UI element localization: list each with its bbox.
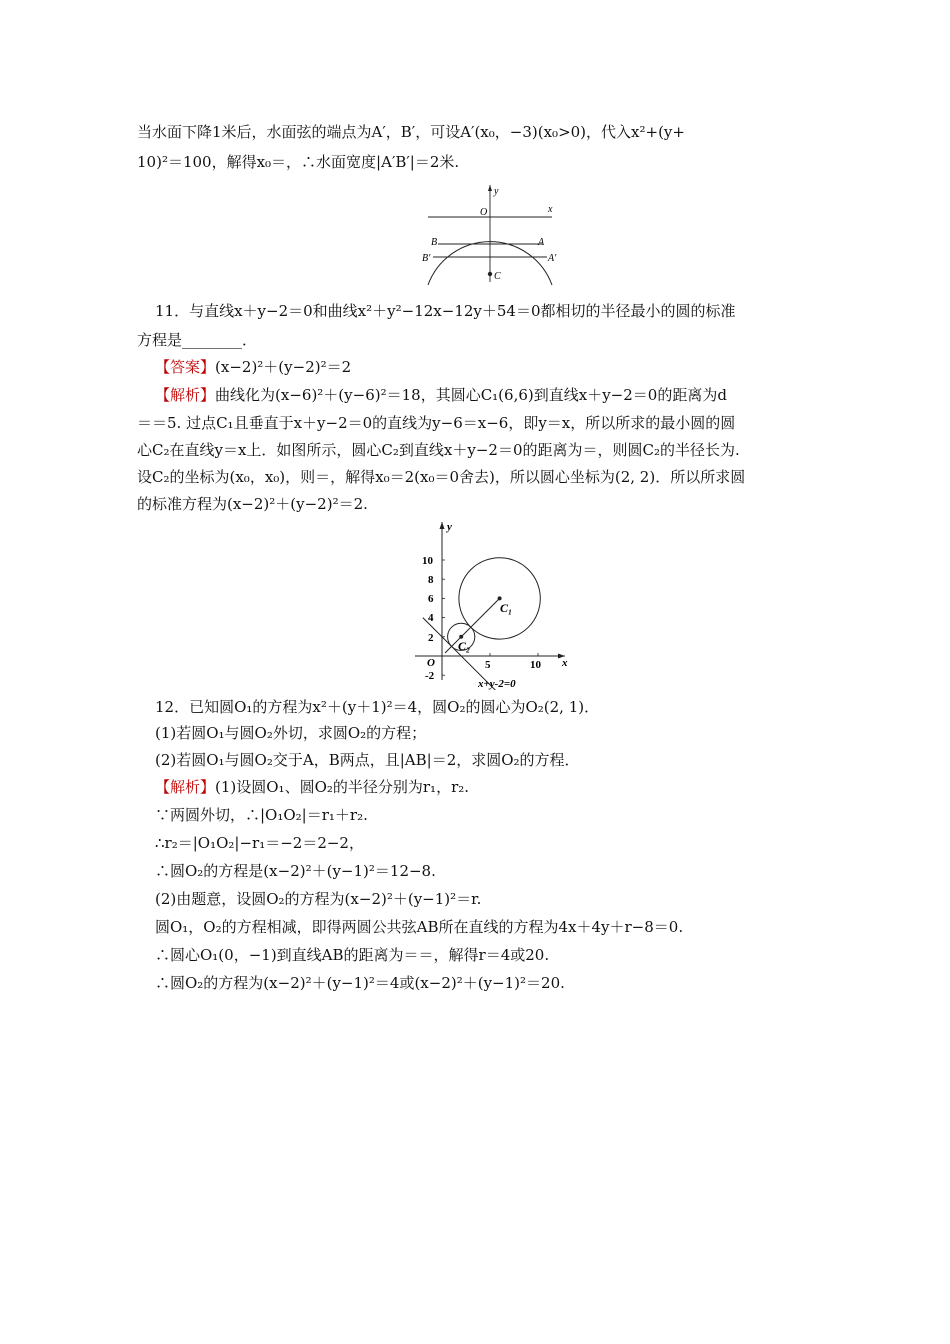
analysis-tag: 【解析】 bbox=[155, 778, 216, 796]
q11-analysis-3: 心C₂在直线y＝x上．如图所示，圆心C₂到直线x＋y−2＝0的距离为＝，则圆C₂的半径长为. bbox=[137, 441, 740, 459]
q12-step-1: (1)设圆O₁、圆O₂的半径分别为r₁，r₂. bbox=[215, 778, 470, 796]
tangent-circles-figure bbox=[405, 520, 575, 690]
q12-step-8: ∴圆O₂的方程为(x−2)²＋(y−1)²＝4或(x−2)²＋(y−1)²＝20. bbox=[155, 974, 565, 992]
answer-tag: 【答案】 bbox=[155, 358, 216, 376]
fig2-label-c2: C₂ bbox=[458, 639, 471, 653]
fig2-label-y: y bbox=[447, 521, 452, 533]
q12-step-4: ∴圆O₂的方程是(x−2)²＋(y−1)²＝12−8. bbox=[155, 862, 436, 880]
fig1-label-b: B bbox=[431, 237, 438, 248]
q12-step-7: ∴圆心O₁(0，−1)到直线AB的距离为＝＝，解得r＝4或20. bbox=[155, 946, 550, 964]
q11-line-2: 方程是________． bbox=[137, 331, 258, 349]
fig2-ytick-8: 8 bbox=[428, 574, 434, 586]
q12-line-2: (1)若圆O₁与圆O₂外切，求圆O₂的方程； bbox=[155, 724, 427, 742]
q11-answer bbox=[155, 357, 351, 377]
fig2-label-c1: C₁ bbox=[500, 601, 513, 615]
fig1-y-arrow bbox=[488, 185, 492, 191]
fig2-xtick-10: 10 bbox=[530, 659, 541, 671]
fig1-label-o: O bbox=[480, 207, 488, 218]
fig2-label-x: x bbox=[562, 657, 568, 669]
fig2-ytick-10: 10 bbox=[422, 555, 433, 567]
q12-step-3: ∴r₂＝|O₁O₂|−r₁＝−2＝2−2， bbox=[155, 834, 364, 852]
fig2-label-line: x+y-2=0 bbox=[478, 678, 516, 690]
fig2-ytick-6: 6 bbox=[428, 593, 434, 605]
fig1-center-point bbox=[488, 272, 492, 276]
fig1-label-a-prime: A′ bbox=[548, 253, 557, 264]
p10-line-2: 10)²＝100，解得x₀＝，∴水面宽度|A′B′|＝2米. bbox=[137, 153, 460, 171]
q12-step-2: ∵两圆外切，∴|O₁O₂|＝r₁＋r₂. bbox=[155, 806, 368, 824]
q11-analysis-4: 设C₂的坐标为(x₀，x₀)，则＝，解得x₀＝2(x₀＝0舍去)，所以圆心坐标为(2, 2)．所以所求圆 bbox=[137, 468, 746, 486]
fig2-ytick-2: 2 bbox=[428, 632, 434, 644]
q11-line-1: 11．与直线x＋y−2＝0和曲线x²＋y²−12x−12y＋54＝0都相切的半径最小的圆的标准 bbox=[155, 302, 736, 320]
answer-text: (x−2)²＋(y−2)²＝2 bbox=[215, 358, 352, 376]
q12-analysis-1 bbox=[155, 777, 469, 797]
fig2-point-c1 bbox=[498, 596, 502, 600]
analysis-tag: 【解析】 bbox=[155, 386, 216, 404]
fig1-label-y: y bbox=[494, 186, 499, 197]
q12-line-1: 12．已知圆O₁的方程为x²＋(y＋1)²＝4，圆O₂的圆心为O₂(2, 1)． bbox=[155, 698, 600, 716]
fig2-ytick-4: 4 bbox=[428, 612, 434, 624]
q12-step-5: (2)由题意，设圆O₂的方程为(x−2)²＋(y−1)²＝r. bbox=[155, 890, 482, 908]
fig1-label-x: x bbox=[548, 204, 553, 215]
q11-analysis-5: 的标准方程为(x−2)²＋(y−2)²＝2. bbox=[137, 495, 368, 513]
fig1-label-c: C bbox=[494, 271, 501, 282]
fig1-label-a: A bbox=[538, 237, 545, 248]
q11-analysis-2: ＝＝5. 过点C₁且垂直于x＋y−2＝0的直线为y−6＝x−6，即y＝x，所以所求的最小圆的圆 bbox=[137, 414, 736, 432]
q12-step-6: 圆O₁，O₂的方程相减，即得两圆公共弦AB所在直线的方程为4x＋4y＋r−8＝0. bbox=[155, 918, 684, 936]
fig2-xtick-5: 5 bbox=[485, 659, 491, 671]
p10-line-1: 当水面下降1米后，水面弦的端点为A′，B′，可设A′(x₀，−3)(x₀>0)，代入x²+(y+ bbox=[137, 123, 685, 141]
fig1-label-b-prime: B′ bbox=[422, 253, 431, 264]
fig2-ytick-neg2: -2 bbox=[425, 670, 435, 682]
fig2-label-o: O bbox=[427, 657, 435, 669]
q11-analysis-1 bbox=[155, 385, 727, 405]
q12-line-3: (2)若圆O₁与圆O₂交于A，B两点，且|AB|＝2，求圆O₂的方程． bbox=[155, 751, 580, 769]
q11-analysis-text-1: 曲线化为(x−6)²＋(y−6)²＝18，其圆心C₁(6,6)到直线x＋y−2＝0的距离为d bbox=[215, 386, 727, 404]
fig2-y-arrow bbox=[440, 522, 445, 529]
arch-figure bbox=[420, 182, 560, 292]
